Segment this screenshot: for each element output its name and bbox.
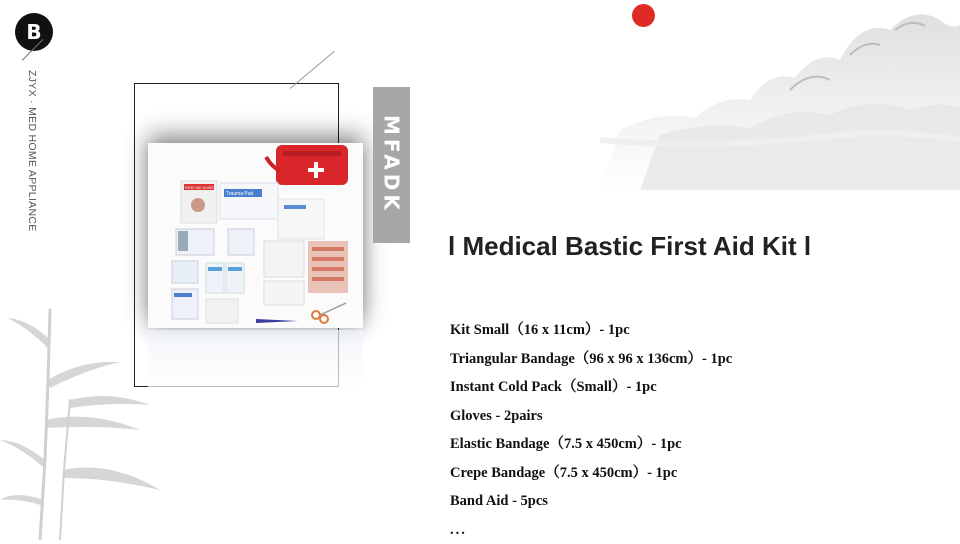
- list-item: Kit Small（16 x 11cm）- 1pc: [450, 316, 732, 345]
- brand-vertical-text: ZJYX · MED HOME APPLIANCE: [26, 70, 38, 232]
- red-sun-dot: [632, 4, 655, 27]
- product-code-text: MFADK: [380, 115, 404, 214]
- list-item: Triangular Bandage（96 x 96 x 136cm）- 1pc: [450, 345, 732, 374]
- product-code-label: [373, 87, 410, 243]
- first-aid-guide-label: FIRST AID GUIDE: [185, 186, 214, 190]
- list-item: Elastic Bandage（7.5 x 450cm）- 1pc: [450, 430, 732, 459]
- list-item: Crepe Bandage（7.5 x 450cm）- 1pc: [450, 459, 732, 488]
- list-item: Gloves - 2pairs: [450, 402, 732, 431]
- brand-logo: B: [15, 13, 53, 51]
- photo-reflection: [148, 330, 363, 390]
- page-title: l Medical Bastic First Aid Kit l: [448, 231, 811, 262]
- trauma-pad-label: Trauma Pad: [226, 191, 254, 197]
- first-aid-kit-photo: [148, 143, 363, 328]
- red-pouch-icon: [266, 145, 348, 185]
- list-item: Band Aid - 5pcs: [450, 487, 732, 516]
- kit-contents-list: [450, 316, 732, 544]
- list-item: Instant Cold Pack（Small）- 1pc: [450, 373, 732, 402]
- ink-landscape-illustration: [600, 0, 960, 190]
- list-more-ellipsis: ...: [450, 516, 732, 544]
